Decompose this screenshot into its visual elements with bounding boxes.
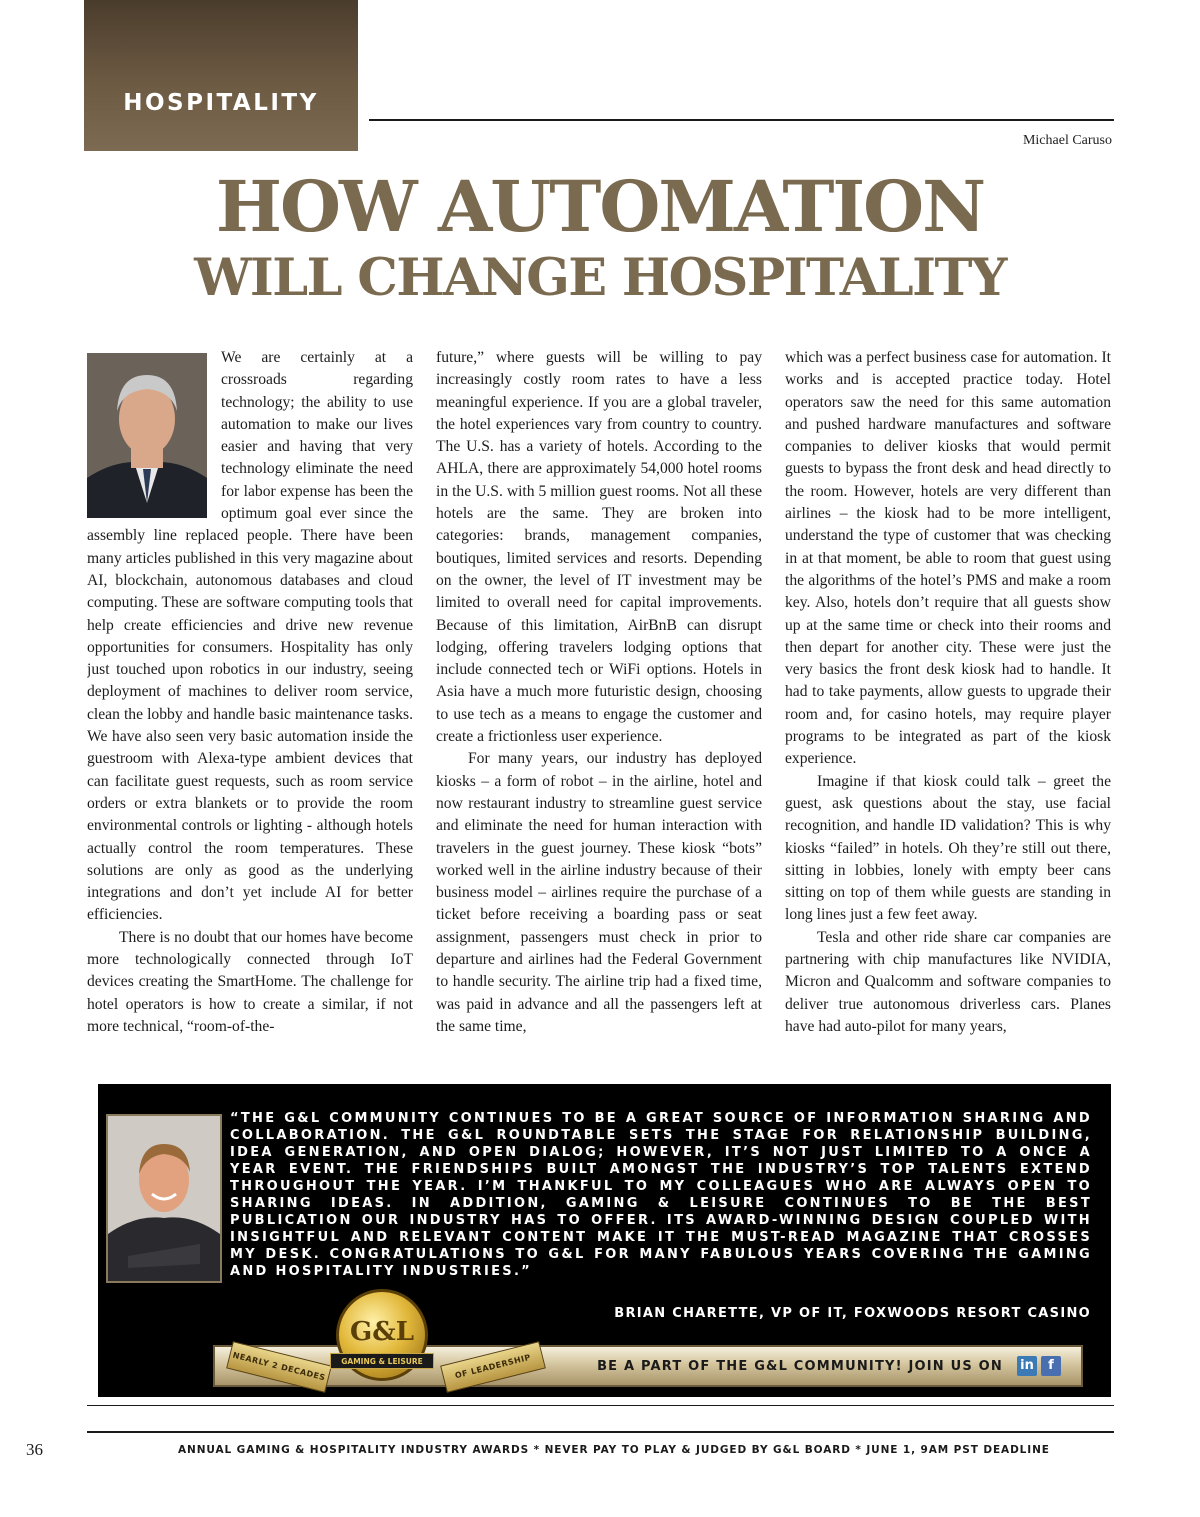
article-title-line-1: HOW AUTOMATION (215, 165, 985, 248)
footer-top-rule (87, 1405, 1114, 1406)
article-paragraph: For many years, our industry has deployed kiosks – a form of robot – in the airline, hotel and now restaurant industry to streamline guest service and eliminate the need for human interaction with travelers in the guest journey. These kiosk “bots” worked well in the airline industry because of their business model – airlines require the purchase of a ticket before receiving a boarding pass or seat assignment, passengers must check in prior to departure and airlines had the Federal Government to handle security. The airline trip had a fixed time, was paid in advance and all the passengers left at the same time, (436, 750, 762, 1035)
footer-rule (87, 1431, 1114, 1433)
section-tab (84, 0, 358, 151)
testimonial-box (98, 1084, 1111, 1397)
author-byline: Michael Caruso (1022, 133, 1112, 148)
ribbon-right: OF LEADERSHIP (440, 1341, 546, 1393)
article-column-2 (436, 347, 762, 1065)
article-paragraph: Imagine if that kiosk could talk – greet the guest, ask questions about the stay, use facial recognition, and handle ID validation? This is why kiosks “failed” in hotels. Oh they’re still out there, sitting in lobbies, lonely with empty beer cans sitting on top of them while guests are standing in long lines just a few feet away. (785, 772, 1111, 924)
medal-logo-text: G&L (350, 1317, 414, 1347)
article-column-3 (785, 347, 1111, 1065)
page-number: 36 (26, 1440, 43, 1459)
header-rule (369, 119, 1114, 121)
article-title-line-2: WILL CHANGE HOSPITALITY (194, 248, 1006, 308)
gl-medal-logo (330, 1289, 434, 1389)
article-column-1 (87, 347, 413, 1065)
article-paragraph: We are certainly at a crossroads regarding technology; the ability to use automation to make our lives easier and having that very technology eliminate the need for labor expense has been the optimum goal ever since the assembly line replaced people. There have been many articles published in this very magazine about AI, blockchain, autonomous databases and cloud computing. These are software computing tools that help create efficiencies and drive new revenue opportunities for consumers. Hospitality has only just touched upon robotics in our industry, seeing deployment of machines to deliver room service, clean the lobby and handle basic maintenance tasks. We have also seen very basic automation inside the guestroom with Alexa-type ambient devices that can facilitate guest requests, such as room service orders or extra blankets or to provide the room environmental controls or lighting - although hotels actually control the room temperatures. These solutions are only as good as the underlying integrations and don’t yet include AI for better efficiencies. (87, 349, 413, 924)
author-photo (87, 353, 207, 518)
medal-band-text: GAMING & LEISURE (330, 1353, 434, 1369)
linkedin-icon[interactable]: in (1017, 1356, 1037, 1376)
testimonial-photo (106, 1114, 222, 1283)
article-paragraph: which was a perfect business case for automation. It works and is accepted practice today. Hotel operators saw the need for this same automation and pushed hardware manufactures and software companies to deliver kiosks that would permit guests to bypass the front desk and head directly to the room. However, hotels are very different than airlines – the kiosk had to be more intelligent, understand the type of customer that was checking in at that moment, be able to room that guest using the algorithms of the hotel’s PMS and make a room key. Also, hotels don’t require that all guests show up at the same time or check into their rooms and then depart for another city. These were just the very basics the front desk kiosk had to handle. It had to take payments, allow guests to upgrade their room and, for casino hotels, may require player programs to be integrated as part of the kiosk experience. (785, 349, 1111, 768)
footer-banner: ANNUAL GAMING & HOSPITALITY INDUSTRY AWARDS * NEVER PAY TO PLAY & JUDGED BY G&L BOARD * JUNE 1, 9AM PST DEADLINE (178, 1444, 1050, 1456)
testimonial-quote: “THE G&L COMMUNITY CONTINUES TO BE A GREAT SOURCE OF INFORMATION SHARING AND COLLABORATION. THE G&L ROUNDTABLE SETS THE STAGE FOR RELATIONSHIP BUILDING, IDEA GENERATION, AND OPEN DIALOG; HOWEVER, IT’S NOT JUST LIMITED TO A ONCE A YEAR EVENT. THE FRIENDSHIPS BUILT AMONGST THE INDUSTRY’S TOP TALENTS EXTEND THROUGHOUT THE YEAR. I’M THANKFUL TO MY COLLEAGUES WHO ARE ALWAYS OPEN TO SHARING IDEAS. IN ADDITION, GAMING & LEISURE CONTINUES TO BE THE BEST PUBLICATION OUR INDUSTRY HAS TO OFFER. ITS AWARD-WINNING DESIGN COUPLED WITH INSIGHTFUL AND RELEVANT CONTENT MAKE IT THE MUST-READ MAGAZINE THAT CROSSES MY DESK. CONGRATULATIONS TO G&L FOR MANY FABULOUS YEARS COVERING THE GAMING AND HOSPITALITY INDUSTRIES.” (230, 1111, 1092, 1279)
article-paragraph: There is no doubt that our homes have become more technologically connected through IoT devices creating the SmartHome. The challenge for hotel operators is how to create a similar, if not more technical, “room-of-the- (87, 928, 413, 1035)
section-label: HOSPITALITY (123, 90, 319, 116)
article-paragraph: Tesla and other ride share car companies are partnering with chip manufactures like NVIDIA, Micron and Qualcomm and software companies to deliver true autonomous driverless cars. Planes have had auto-pilot for many years, (785, 928, 1111, 1035)
testimonial-attribution: BRIAN CHARETTE, VP OF IT, FOXWOODS RESORT CASINO (614, 1306, 1091, 1321)
ribbon-left: NEARLY 2 DECADES (226, 1341, 332, 1393)
facebook-icon[interactable]: f (1041, 1356, 1061, 1376)
join-community-text: BE A PART OF THE G&L COMMUNITY! JOIN US ON (597, 1359, 1003, 1374)
article-paragraph: future,” where guests will be willing to pay increasingly costly room rates to have a less meaningful experience. If you are a global traveler, the hotel experiences vary from country to country. The U.S. has a variety of hotels. According to the AHLA, there are approximately 54,000 hotel rooms in the U.S. with 5 million guest rooms. Not all these hotels are the same. They are broken into categories: brands, management companies, boutiques, limited services and resorts. Depending on the owner, the level of IT investment may be limited to overall need for capital improvements. Because of this limitation, AirBnB can disrupt lodging, offering travelers lodging options that include connected tech or WiFi options. Hotels in Asia have a much more futuristic design, choosing to use tech as a means to engage the customer and create a frictionless user experience. (436, 349, 762, 746)
